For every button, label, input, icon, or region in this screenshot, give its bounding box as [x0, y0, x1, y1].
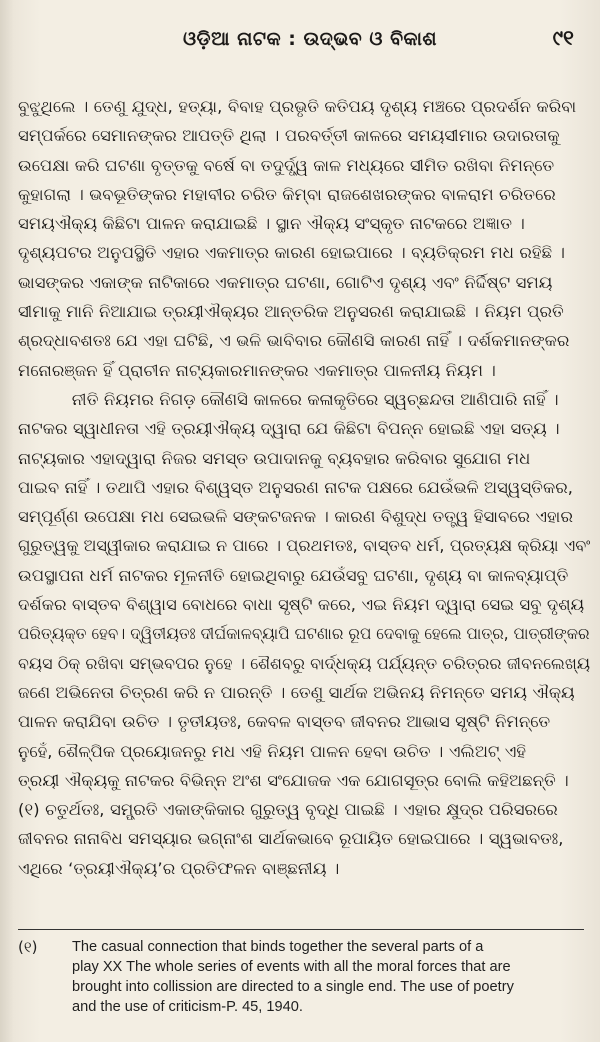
text-line: ନାଟ୍ୟକାର ଏହାଦ୍ୱାରା ନିଜର ସମସ୍ତ ଉପାଦାନକୁ ବ୍ୟବହାର କରିବାର ସୁଯୋଗ ମଧ [18, 448, 531, 468]
paragraph-2 [18, 385, 590, 883]
text-line: ଜଣେ ଅଭିନେତା ଚିତ୍ରଣ କରି ନ ପାରନ୍ତି । ତେଣୁ ସାର୍ଥକ ଅଭିନୟ ନିମନ୍ତେ ସମୟ ଐକ୍ୟ [18, 682, 575, 702]
text-line: ପରିତ୍ୟକ୍ତ ହେବ। ଦ୍ୱିତୀୟତଃ ଦୀର୍ଘକାଳବ୍ୟାପି ଘଟଣାର ରୂପ ଦେବାକୁ ହେଲେ ପାତ୍ର, ପାତ୍ରୀଙ୍କର [18, 624, 590, 644]
text-line: ଉପେକ୍ଷା କରି ଘଟଣା ବୃତ୍ତକୁ ବର୍ଷେ ବା ତଦୁର୍ଦ୍ଧ୍ୱ କାଳ ମଧ୍ୟରେ ସୀମିତ ରଖିବା ନିମନ୍ତେ [18, 155, 555, 175]
page-number: ୯୧ [552, 26, 574, 50]
footnote-line: play XX The whole series of events with all the moral forces that are [72, 959, 511, 975]
text-line: ନାଟକର ସ୍ୱାଧୀନତା ଏହି ତ୍ରୟୀଐକ୍ୟ ଦ୍ୱାରା ଯେ କିଛିଟା ବିପନ୍ନ ହୋଇଛି ଏହା ସତ୍ୟ । [18, 419, 560, 439]
running-head-title: ଓଡ଼ିଆ ନାଟକ : ଉଦ୍ଭବ ଓ ବିକାଶ [182, 28, 438, 50]
footnote-line: brought into collission are directed to a single end. The use of poetry [72, 979, 514, 995]
text-line: (୧) ଚତୁର୍ଥତଃ, ସମ୍ପ୍ରତି ଏକାଙ୍କିକାର ଗୁରୁତ୍ୱ ବୃଦ୍ଧି ପାଇଛି । ଏହାର କ୍ଷୁଦ୍ର ପରିସରରେ [18, 800, 558, 820]
text-line: ଦର୍ଶକର ବାସ୍ତବ ବିଶ୍ୱାସ ବୋଧରେ ବାଧା ସୃଷ୍ଟି କରେ, ଏଇ ନିୟମ ଦ୍ୱାରା ସେଇ ସବୁ ଦୃଶ୍ୟ [18, 595, 585, 615]
text-line: ନୁହେଁ, ଶୈଳ୍ପିକ ପ୍ରୟୋଜନରୁ ମଧ ଏହି ନିୟମ ପାଳନ ହେବା ଉଚିତ । ଏଲିଅଟ୍ ଏହି [18, 741, 527, 761]
text-line: ପାଳନ କରାଯିବା ଉଚିତ । ତୃତୀୟତଃ, କେବଳ ବାସ୍ତବ ଜୀବନର ଆଭାସ ସୃଷ୍ଟି ନିମନ୍ତେ [18, 712, 551, 732]
text-line: ନୀତି ନିୟମର ନିଗଡ଼ କୌଣସି କାଳରେ କଳାକୃତିରେ ସ୍ୱଚ୍ଛନ୍ଦତା ଆଣିପାରି ନାହିଁ । [18, 389, 559, 409]
text-line: ସମ୍ପର୍କରେ ସେମାନଙ୍କର ଆପତ୍ତି ଥିଲା । ପରବର୍ତ୍ତୀ କାଳରେ ସମୟସୀମାର ଉଦାରତାକୁ [18, 126, 560, 146]
text-line: ଉପସ୍ଥାପନା ଧର୍ମ ନାଟକର ମୂଳନୀତି ହୋଇଥିବାରୁ ଯେଉଁସବୁ ଘଟଣା, ଦୃଶ୍ୟ ବା କାଳବ୍ୟାପ୍ତି [18, 565, 569, 585]
text-line: କୁହାଗଲା । ଭବଭୂତିଙ୍କର ମହାବୀର ଚରିତ କିମ୍ବା ରାଜଶେଖରଙ୍କର ବାଳରାମ ଚରିତରେ [18, 184, 556, 204]
body-text [18, 92, 590, 883]
footnote-marker: (୧) [18, 938, 38, 956]
paragraph-1 [18, 92, 590, 385]
text-line: ଜୀବନର ନାନାବିଧ ସମସ୍ୟାର ଭଗ୍ନାଂଶ ସାର୍ଥକଭାବେ ରୂପାୟିତ ହୋଇପାରେ । ସ୍ୱଭାବତଃ, [18, 829, 564, 849]
text-line: ତ୍ରୟୀ ଐକ୍ୟକୁ ନାଟକର ବିଭିନ୍ନ ଅଂଶ ସଂଯୋଜକ ଏକ ଯୋଗସୂତ୍ର ବୋଲି କହିଅଛନ୍ତି । [18, 770, 569, 790]
text-line: ମନୋରଞ୍ଜନ ହିଁ ପ୍ରାଚୀନ ନାଟ୍ୟକାରମାନଙ୍କର ଏକମାତ୍ର ପାଳନୀୟ ନିୟମ । [18, 360, 496, 380]
text-line: ଭାସଙ୍କର ଏକାଙ୍କ ନାଟିକାରେ ଏକମାତ୍ର ଘଟଣା, ଗୋଟିଏ ଦୃଶ୍ୟ ଏବଂ ନିର୍ଦ୍ଦିଷ୍ଟ ସମୟ [18, 272, 553, 292]
text-line: ବୟସ ଠିକ୍ ରଖିବା ସମ୍ଭବପର ନୁହେ । ଶୈଶବରୁ ବାର୍ଦ୍ଧକ୍ୟ ପର୍ଯ୍ୟନ୍ତ ଚରିତ୍ରର ଜୀବନଲେଖ୍ୟ [18, 653, 591, 673]
text-line: ପାଇବ ନାହିଁ । ତଥାପି ଏହାର ବିଶ୍ୱସ୍ତ ଅନୁସରଣ ନାଟକ ପକ୍ଷରେ ଯେଉଁଭଳି ଅସ୍ୱସ୍ତିକର, [18, 477, 574, 497]
footnote-divider [18, 929, 584, 930]
footnote-line: and the use of criticism-P. 45, 1940. [72, 999, 303, 1015]
text-line: ଶ୍ରଦ୍ଧାବଶତଃ ଯେ ଏହା ଘଟିଛି, ଏ ଭଳି ଭାବିବାର କୌଣସି କାରଣ ନାହିଁ । ଦର୍ଶକମାନଙ୍କର [18, 331, 570, 351]
text-line: ସମୟଐକ୍ୟ କିଛିଟା ପାଳନ କରାଯାଇଛି । ସ୍ଥାନ ଐକ୍ୟ ସଂସ୍କୃତ ନାଟକରେ ଅଜ୍ଞାତ । [18, 214, 525, 234]
footnote-line: The casual connection that binds together the several parts of a [72, 939, 484, 955]
text-line: ସମ୍ପୂର୍ଣ୍ଣ ଉପେକ୍ଷା ମଧ ସେଇଭଳି ସଙ୍କଟଜନକ । କାରଣ ବିଶୁଦ୍ଧ ତତ୍ତ୍ୱ ହିସାବରେ ଏହାର [18, 507, 573, 527]
text-line: ଦୃଶ୍ୟପଟର ଅନୁପସ୍ଥିତି ଏହାର ଏକମାତ୍ର କାରଣ ହୋଇପାରେ । ବ୍ୟତିକ୍ରମ ମଧ ରହିଛି । [18, 243, 566, 263]
footnote-text [72, 937, 586, 1017]
text-line: ସୀମାକୁ ମାନି ନିଆଯାଇ ତ୍ରୟୀଐକ୍ୟର ଆନ୍ତରିକ ଅନୁସରଣ କରାଯାଇଛି । ନିୟମ ପ୍ରତି [18, 302, 564, 322]
running-header [0, 28, 600, 62]
text-line: ଗୁରୁତ୍ୱକୁ ଅସ୍ୱୀକାର କରାଯାଇ ନ ପାରେ । ପ୍ରଥମତଃ, ବାସ୍ତବ ଧର୍ମ, ପ୍ରତ୍ୟକ୍ଷ କ୍ରିୟା ଏବଂ [18, 536, 591, 556]
text-line: ଏଥିରେ ‘ତ୍ରୟୀଐକ୍ୟ’ର ପ୍ରତିଫଳନ ବାଞ୍ଛନୀୟ । [18, 858, 340, 878]
text-line: ବୁଝୁଥିଲେ । ତେଣୁ ଯୁଦ୍ଧ, ହତ୍ୟା, ବିବାହ ପ୍ରଭୃତି କତିପୟ ଦୃଶ୍ୟ ମଞ୍ଚରେ ପ୍ରଦର୍ଶନ କରିବା [18, 97, 577, 116]
